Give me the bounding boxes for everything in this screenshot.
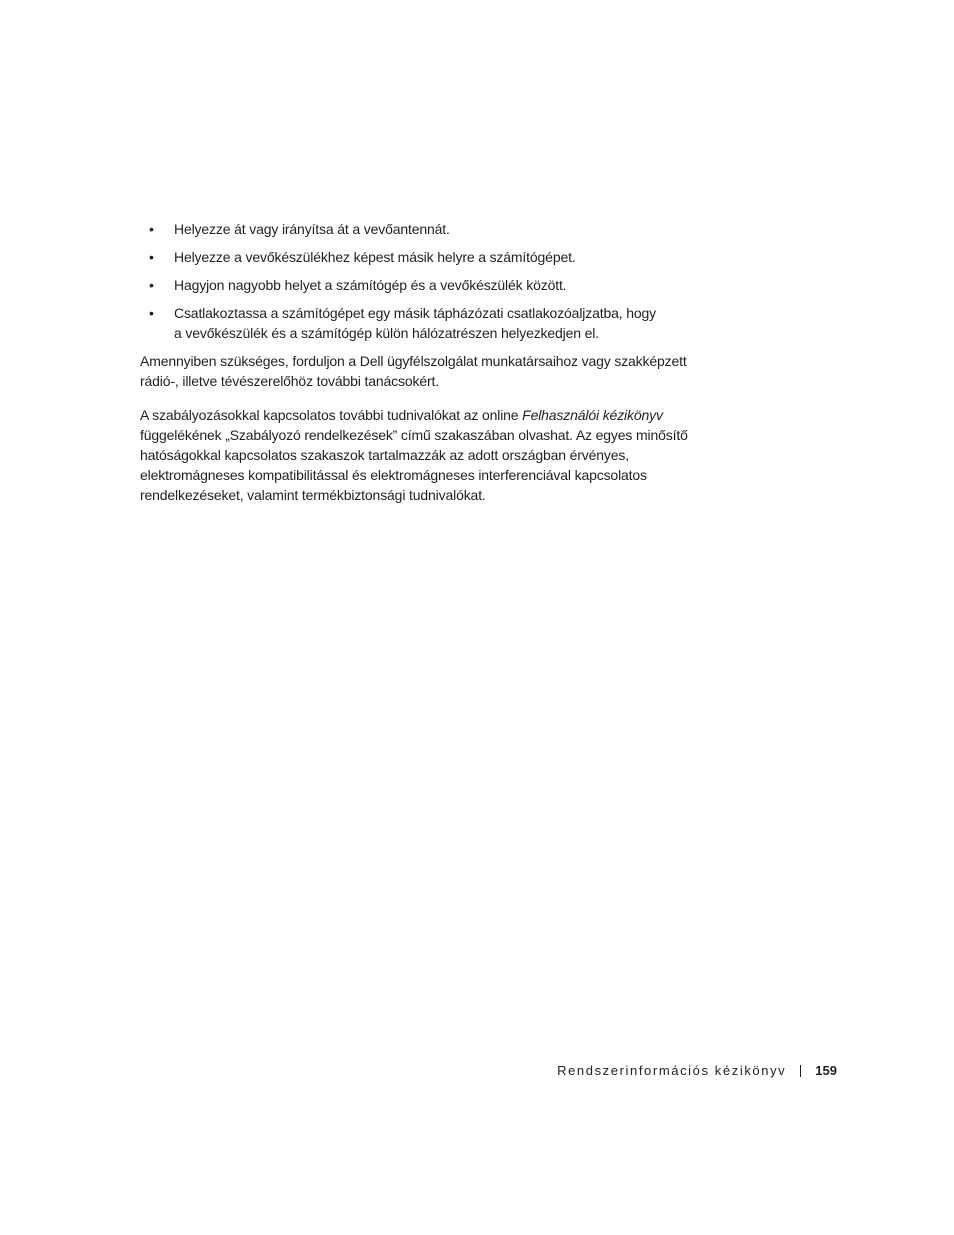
manual-title-italic: Felhasználói kézikönyv [522, 407, 663, 423]
list-item-text: Helyezze a vevőkészülékhez képest másik helyre a számítógépet. [174, 249, 576, 265]
page-content [140, 219, 740, 519]
list-item-text: Csatlakoztassa a számítógépet egy másik tápházózati csatlakozóaljzatba, hogy [174, 305, 656, 321]
page-number: 159 [815, 1063, 837, 1078]
paragraph-regulations [140, 405, 740, 505]
footer-title: Rendszerinformációs kézikönyv [557, 1063, 787, 1078]
paragraph-line: hatóságokkal kapcsolatos szakaszok tartalmazzák az adott országban érvényes, [140, 447, 629, 463]
paragraph-line [140, 405, 740, 425]
footer-separator [800, 1065, 801, 1077]
bullet-icon: • [149, 277, 154, 293]
list-item [140, 219, 740, 239]
paragraph-line: Amennyiben szükséges, forduljon a Dell ügyfélszolgálat munkatársaihoz vagy szakképzett [140, 353, 687, 369]
paragraph-support [140, 351, 740, 391]
paragraph-line: rendelkezéseket, valamint termékbiztonsági tudnivalókat. [140, 487, 486, 503]
page-footer [557, 1062, 837, 1080]
list-item [140, 275, 740, 295]
list-item-text: a vevőkészülék és a számítógép külön hálózatrészen helyezkedjen el. [174, 325, 599, 341]
bullet-icon: • [149, 305, 154, 321]
bullet-list [140, 219, 740, 343]
paragraph-line: rádió-, illetve tévészerelőhöz további tanácsokért. [140, 373, 439, 389]
list-item-text: Hagyjon nagyobb helyet a számítógép és a vevőkészülék között. [174, 277, 567, 293]
paragraph-text: A szabályozásokkal kapcsolatos további tudnivalókat az online [140, 407, 523, 423]
paragraph-line: függelékének „Szabályozó rendelkezések” című szakaszában olvashat. Az egyes minősítő [140, 427, 688, 443]
bullet-icon: • [149, 221, 154, 237]
list-item [140, 303, 740, 343]
paragraph-line: elektromágneses kompatibilitással és elektromágneses interferenciával kapcsolatos [140, 467, 647, 483]
list-item [140, 247, 740, 267]
list-item-text: Helyezze át vagy irányítsa át a vevőantennát. [174, 221, 450, 237]
bullet-icon: • [149, 249, 154, 265]
